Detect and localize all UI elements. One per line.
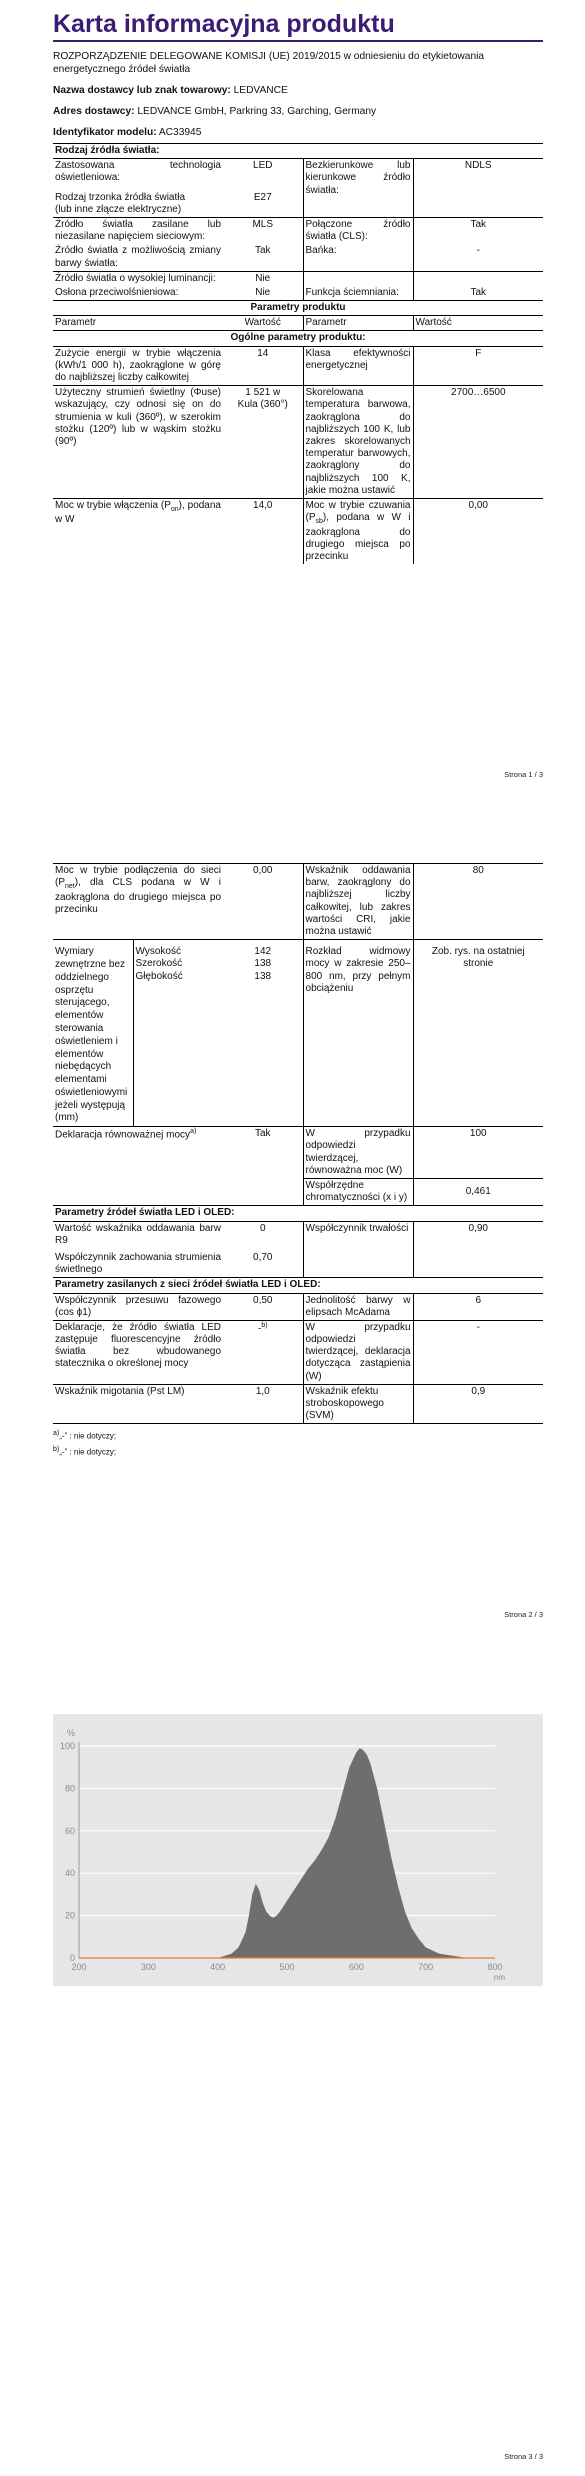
tunable-label: Źródło światła z możliwością zmiany barwy światła:: [55, 245, 221, 269]
title-rule: [53, 40, 543, 42]
standby-power-label-text: Moc w trybie czuwania (P: [305, 499, 411, 524]
cct-label: Skorelowana temperatura barwowa, zaokrąglona do najbliższych 100 K, lub zakres skorelowanych temperatur barwowych, zaokrąglony do najbliższych 100 K, jakie można ustawić: [303, 386, 413, 499]
on-mode-power-label: [53, 498, 223, 564]
x-tick-label: 300: [140, 1962, 156, 1972]
y-tick-label: 60: [64, 1825, 75, 1836]
cri-value: 80: [413, 864, 543, 940]
model-value: AC33945: [158, 127, 202, 138]
y-tick-label: 0: [69, 1953, 75, 1963]
stroboscopic-value: 0,9: [413, 1384, 543, 1424]
equivalent-power-label-text: Deklaracja równoważnej mocy: [55, 1129, 191, 1141]
standby-power-label: [303, 498, 413, 564]
light-source-type-heading: Rodzaj źródła światła:: [53, 144, 543, 159]
equivalent-power-declared: Tak: [223, 1127, 303, 1179]
envelope-label: Bańka:: [305, 245, 337, 257]
general-parameters-heading: Ogólne parametry produktu:: [53, 331, 543, 346]
supplier-value: LEDVANCE: [233, 85, 288, 96]
antiglare-value: Nie: [223, 286, 303, 301]
cct-value: 2700…6500: [413, 386, 543, 499]
standby-power-label-tail: ), podana w W i zaokrąglona do drugiego miejsca po przecinku: [305, 512, 411, 562]
light-source-table: [53, 143, 543, 564]
replacement-power-value: -: [413, 1320, 543, 1384]
mains-value: MLS: [223, 217, 303, 244]
power-factor-value: 0,50: [223, 1293, 303, 1320]
survival-value: 0,90: [413, 1221, 543, 1278]
address-line: [53, 105, 543, 118]
lumen-maintenance-value: 0,70: [223, 1248, 303, 1278]
y-tick-label: 20: [64, 1910, 75, 1921]
dimensions-values: [223, 940, 303, 1127]
nondirectional-value: NDLS: [413, 159, 543, 218]
spectral-distribution-svg: [53, 1714, 543, 1986]
on-mode-power-label-tail: ), podana w W: [55, 499, 221, 526]
height-label: Wysokość: [135, 946, 181, 958]
page-footer-2: Strona 2 / 3: [504, 1610, 543, 1619]
high-luminance-value: Nie: [223, 271, 303, 286]
flicker-value: 1,0: [223, 1384, 303, 1424]
col-param-1: Parametr: [53, 316, 223, 331]
spd-value: Zob. rys. na ostatniej stronie: [413, 940, 543, 1127]
useful-flux-value-cell: [223, 386, 303, 499]
model-label: Identyfikator modelu:: [53, 127, 157, 138]
connected-value: Tak: [413, 217, 543, 244]
equivalent-power-w-value: 100: [413, 1127, 543, 1179]
energy-class-value: F: [413, 346, 543, 386]
technology-value: LED: [223, 159, 303, 186]
standby-power-value: 0,00: [413, 498, 543, 564]
width-value: 138: [254, 958, 272, 970]
replacement-claim-value-text: -: [257, 1323, 262, 1335]
parameters-table-continued: [53, 863, 543, 1424]
network-power-value: 0,00: [223, 864, 303, 940]
stroboscopic-label: Wskaźnik efektu stroboskopowego (SVM): [303, 1384, 413, 1424]
page-3: [0, 1640, 585, 2476]
network-power-label-text: Moc w trybie podłączenia do sieci (P: [55, 865, 222, 889]
y-tick-label: 40: [64, 1868, 75, 1879]
tunable-value: Tak: [223, 244, 303, 271]
high-luminance-label: Źródło światła o wysokiej luminancji:: [53, 271, 223, 286]
equivalent-power-footnote: a): [190, 1128, 197, 1136]
cap-label-cell: [53, 186, 223, 218]
cri-label: Wskaźnik oddawania barw, zaokrąglony do najbliższej liczby całkowitej, lub zakres wartości CRI, jakie można ustawić: [303, 864, 413, 940]
supplier-label: Nazwa dostawcy lub znak towarowy:: [53, 85, 231, 96]
depth-label: Głębokość: [135, 970, 183, 982]
standby-power-sub: sb: [315, 518, 323, 526]
depth-value: 138: [254, 970, 272, 982]
energy-consumption-label: Zużycie energii w trybie włączenia (kWh/1 000 h), zaokrąglone w górę do najbliższej liczby całkowitej: [55, 347, 221, 383]
antiglare-label: Osłona przeciwolśnieniowa:: [55, 286, 179, 298]
col-value-2: Wartość: [413, 316, 543, 331]
replacement-claim-value: [223, 1320, 303, 1384]
footnote-b-mark: b): [53, 1445, 60, 1453]
y-axis-label: %: [66, 1728, 76, 1738]
y-tick-label: 80: [64, 1783, 75, 1794]
survival-label: Współczynnik trwałości: [305, 1222, 409, 1234]
power-factor-label: Współczynnik przesuwu fazowego (cos ϕ1): [55, 1294, 222, 1318]
replacement-claim-footnote: b): [261, 1321, 268, 1329]
on-mode-power-value: 14,0: [223, 498, 303, 564]
regulation-intro: ROZPORZĄDZENIE DELEGOWANE KOMISJI (UE) 2019/2015 w odniesieniu do etykietowania energetycznego źródeł światła: [53, 51, 485, 75]
mcadam-label: Jednolitość barwy w elipsach McAdama: [305, 1294, 411, 1318]
address-value: LEDVANCE GmbH, Parkring 33, Garching, Germany: [137, 106, 377, 117]
dimensions-label: Wymiary zewnętrzne bez oddzielnego osprzętu sterującego, elementów sterowania oświetleniem i elementów niebędących elementami oświetleniowymi jeżeli występują (mm): [53, 940, 133, 1127]
network-power-sub: net: [65, 883, 75, 891]
network-power-label-tail: ), dla CLS podana w W i zaokrąglona do drugiego miejsca po przecinku: [55, 877, 222, 915]
supplier-line: [53, 84, 543, 97]
x-axis-label: nm: [493, 1973, 505, 1982]
address-label: Adres dostawcy:: [53, 106, 135, 117]
footnote-b-text: „-” : nie dotyczy;: [59, 1447, 117, 1457]
mains-led-parameters-heading: Parametry zasilanych z sieci źródeł światła LED i OLED:: [53, 1278, 543, 1293]
technology-label: Zastosowana technologia oświetleniowa:: [55, 160, 221, 184]
on-mode-power-label-text: Moc w trybie włączenia (P: [55, 499, 171, 511]
connected-label: Połączone źródło światła (CLS):: [303, 217, 413, 244]
cap-label: Rodzaj trzonka źródła światła: [55, 191, 186, 203]
replacement-claim-label: Deklaracje, że źródło światła LED zastępuje fluorescencyjne źródło światła bez wbudowanego statecznika o określonej mocy: [53, 1320, 223, 1384]
useful-flux-label: Użyteczny strumień świetlny (Φuse) wskazujący, czy odnosi się on do strumienia w kuli (360º), w szerokim stożku (120º) lub w wąskim stożku (90º): [53, 386, 223, 499]
equivalent-power-label: [53, 1127, 223, 1179]
page-footer-1: Strona 1 / 3: [504, 770, 543, 779]
cap-label-2: (lub inne złącze elektryczne): [55, 203, 182, 215]
spd-label: Rozkład widmowy mocy w zakresie 250–800 nm, przy pełnym obciążeniu: [303, 940, 413, 1127]
network-power-label: [53, 864, 223, 940]
footnote-b: [53, 1446, 543, 1457]
width-label: Szerokość: [135, 958, 183, 970]
product-parameters-heading: Parametry produktu: [53, 301, 543, 316]
dimmable-value: Tak: [413, 286, 543, 301]
envelope-value: -: [413, 244, 543, 271]
chromaticity-label: Współrzędne chromatyczności (x i y): [303, 1179, 413, 1206]
cap-value: E27: [223, 186, 303, 218]
r9-value: 0: [223, 1221, 303, 1248]
chromaticity-value: 0,461: [413, 1179, 543, 1206]
model-line: [53, 126, 543, 139]
footnote-a-text: „-” : nie dotyczy;: [59, 1432, 117, 1442]
page-footer-3: Strona 3 / 3: [504, 2452, 543, 2461]
dimensions-names: [133, 940, 223, 1127]
r9-label: Wartość wskaźnika oddawania barw R9: [55, 1222, 222, 1246]
footnote-a-mark: a): [53, 1430, 60, 1438]
mcadam-value: 6: [413, 1293, 543, 1320]
mains-label: Źródło światła zasilane lub niezasilane napięciem sieciowym:: [53, 217, 223, 244]
y-tick-label: 100: [59, 1741, 75, 1751]
x-tick-label: 500: [279, 1962, 295, 1972]
flicker-label: Wskaźnik migotania (Pst LM): [53, 1384, 223, 1424]
col-value-1: Wartość: [223, 316, 303, 331]
col-param-2: Parametr: [303, 316, 413, 331]
page-title: Karta informacyjna produktu: [53, 10, 395, 38]
height-value: 142: [254, 946, 272, 958]
energy-consumption-value: 14: [223, 346, 303, 386]
replacement-power-label: W przypadku odpowiedzi twierdzącej, deklaracja dotycząca zastąpienia (W): [303, 1320, 413, 1384]
on-mode-power-sub: on: [170, 505, 179, 513]
x-tick-label: 700: [418, 1962, 434, 1972]
equivalent-power-w-label: W przypadku odpowiedzi twierdzącej, równoważna moc (W): [303, 1127, 413, 1179]
page-1: [0, 0, 585, 810]
led-parameters-heading: Parametry źródeł światła LED i OLED:: [53, 1206, 543, 1221]
x-tick-label: 400: [210, 1962, 226, 1972]
energy-class-label: Klasa efektywności energetycznej: [305, 347, 411, 371]
spectral-distribution-chart: [53, 1714, 543, 1986]
x-tick-label: 200: [71, 1962, 87, 1972]
x-tick-label: 800: [487, 1962, 503, 1972]
page-2: [0, 810, 585, 1640]
useful-flux-value: 1 521 w: [245, 387, 281, 399]
footnote-a: [53, 1430, 543, 1441]
dimmable-label: Funkcja ściemniania:: [305, 286, 399, 298]
nondirectional-label: Bezkierunkowe lub kierunkowe źródło światła:: [305, 160, 411, 196]
useful-flux-geometry: Kula (360°): [237, 399, 288, 411]
spectrum-area: [204, 1748, 481, 1958]
lumen-maintenance-label: Współczynnik zachowania strumienia świetlnego: [55, 1251, 222, 1276]
x-tick-label: 600: [348, 1962, 364, 1972]
